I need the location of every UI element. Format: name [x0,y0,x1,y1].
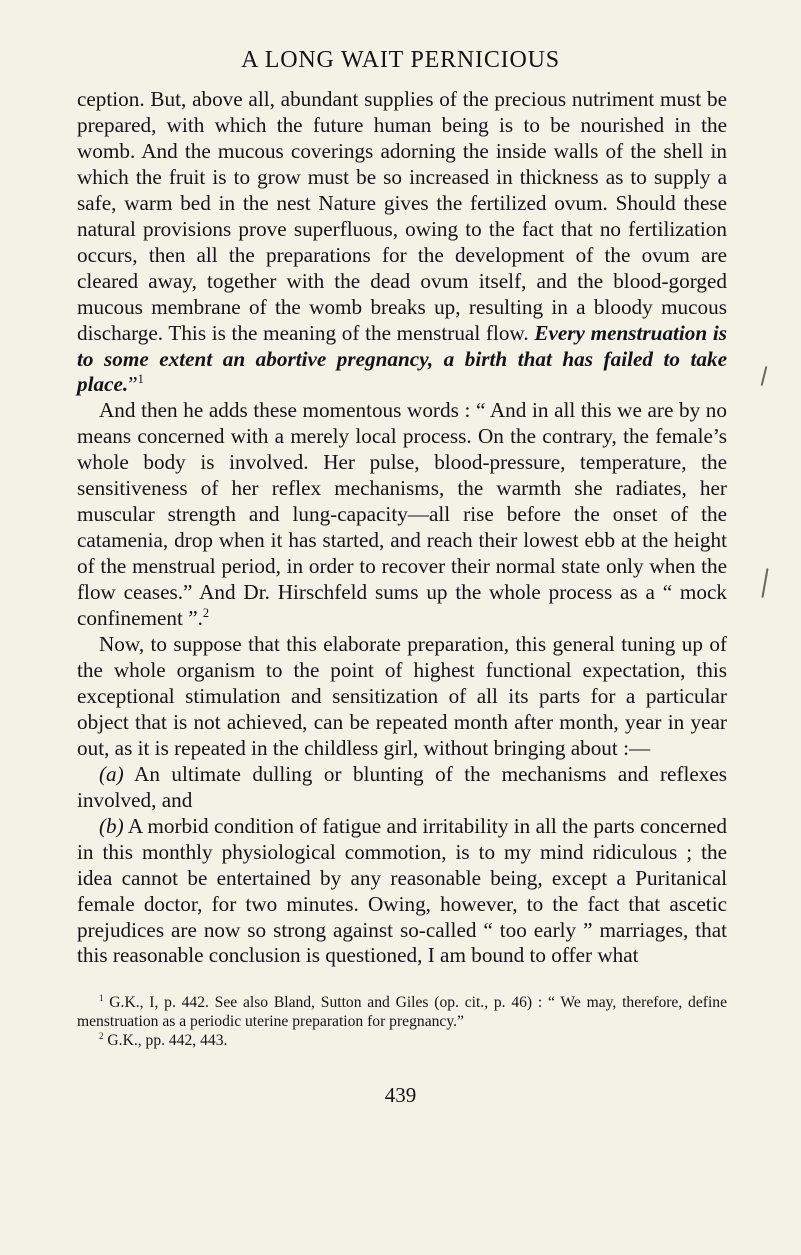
list-label-b: (b) [99,813,124,838]
list-text-b: A morbid condition of fatigue and irritability in all the parts concerned in this monthly physiological commotion, is to my mind ridiculous ; the idea cannot be entertained by any reasonable being, except a Puritanical female doctor, for two minutes. Owing, however, to the fact that ascetic prejudices are now so strong against so-called “ too early ” marriages, that this reasonable conclusion is questioned, I am bound to offer what [77,813,727,968]
list-text-a: An ultimate dulling or blunting of the mechanisms and reflexes involved, and [77,761,727,812]
footnote-text-2: G.K., pp. 442, 443. [103,1032,228,1049]
margin-pencil-mark [761,366,768,386]
paragraph-hirschfeld [77,398,727,632]
footnote-ref-2: 2 [202,606,210,621]
paragraph-text: And then he adds these momentous words : “ And in all this we are by no means concerned with a merely local process. On the contrary, the female’s whole body is involved. Her pulse, blood-pressure, temperature, the sensitiveness of her reflex mechanisms, the warmth she radiates, her muscular strength and lung-capacity—all rise before the onset of the catamenia, drop when it has started, and reach their lowest ebb at the height of the menstrual period, in order to recover their normal state only when the flow ceases.” And Dr. Hirschfeld sums up the whole process as a “ mock confinement ”. [77,398,727,631]
paragraph-supposition: Now, to suppose that this elaborate preparation, this general tuning up of the whole organism to the point of highest functional expectation, this exceptional stimulation and sensitization of all its parts for a particular object that is not achieved, can be repeated month after month, year in year out, as it is repeated in the childless girl, without bringing about :— [77,632,727,760]
running-title: A LONG WAIT PERNICIOUS [241,47,560,73]
page-number: 439 [384,1083,417,1107]
list-item-b [77,814,727,970]
footnote-ref-1: 1 [137,372,144,387]
footnote-marker-1: 1 [99,993,104,1004]
closing-quote: ” [128,372,138,397]
footnote-2 [77,1031,727,1050]
italic-quotation: Every menstruation is to some extent an abortive pregnancy, a birth that has failed to take place. [77,320,728,397]
paragraph-continuation [77,87,727,398]
margin-pencil-mark [761,568,768,598]
footnotes [77,993,727,1050]
footnote-marker-2: 2 [99,1031,104,1042]
paragraph-text: ception. But, above all, abundant supplies of the precious nutriment must be prepared, with which the future human being is to be nourished in the womb. And the mucous coverings adorning the inside walls of the shell in which the fruit is to grow must be so increased in thickness as to supply a safe, warm bed in the nest Nature gives the fertilized ovum. Should these natural provisions prove superfluous, owing to the fact that no fertilization occurs, then all the preparations for the development of the ovum are cleared away, together with the dead ovum itself, and the blood-gorged mucous membrane of the womb breaks up, resulting in a bloody mucous discharge. This is the meaning of the menstrual flow. [77,87,727,345]
footnote-1 [77,993,727,1031]
footnote-text-1: G.K., I, p. 442. See also Bland, Sutton and Giles (op. cit., p. 46) : “ We may, therefore, define menstruation as a periodic uterine preparation for pregnancy.” [77,994,727,1030]
list-item-a [77,762,727,814]
list-label-a: (a) [99,761,124,786]
body-text [77,87,727,969]
